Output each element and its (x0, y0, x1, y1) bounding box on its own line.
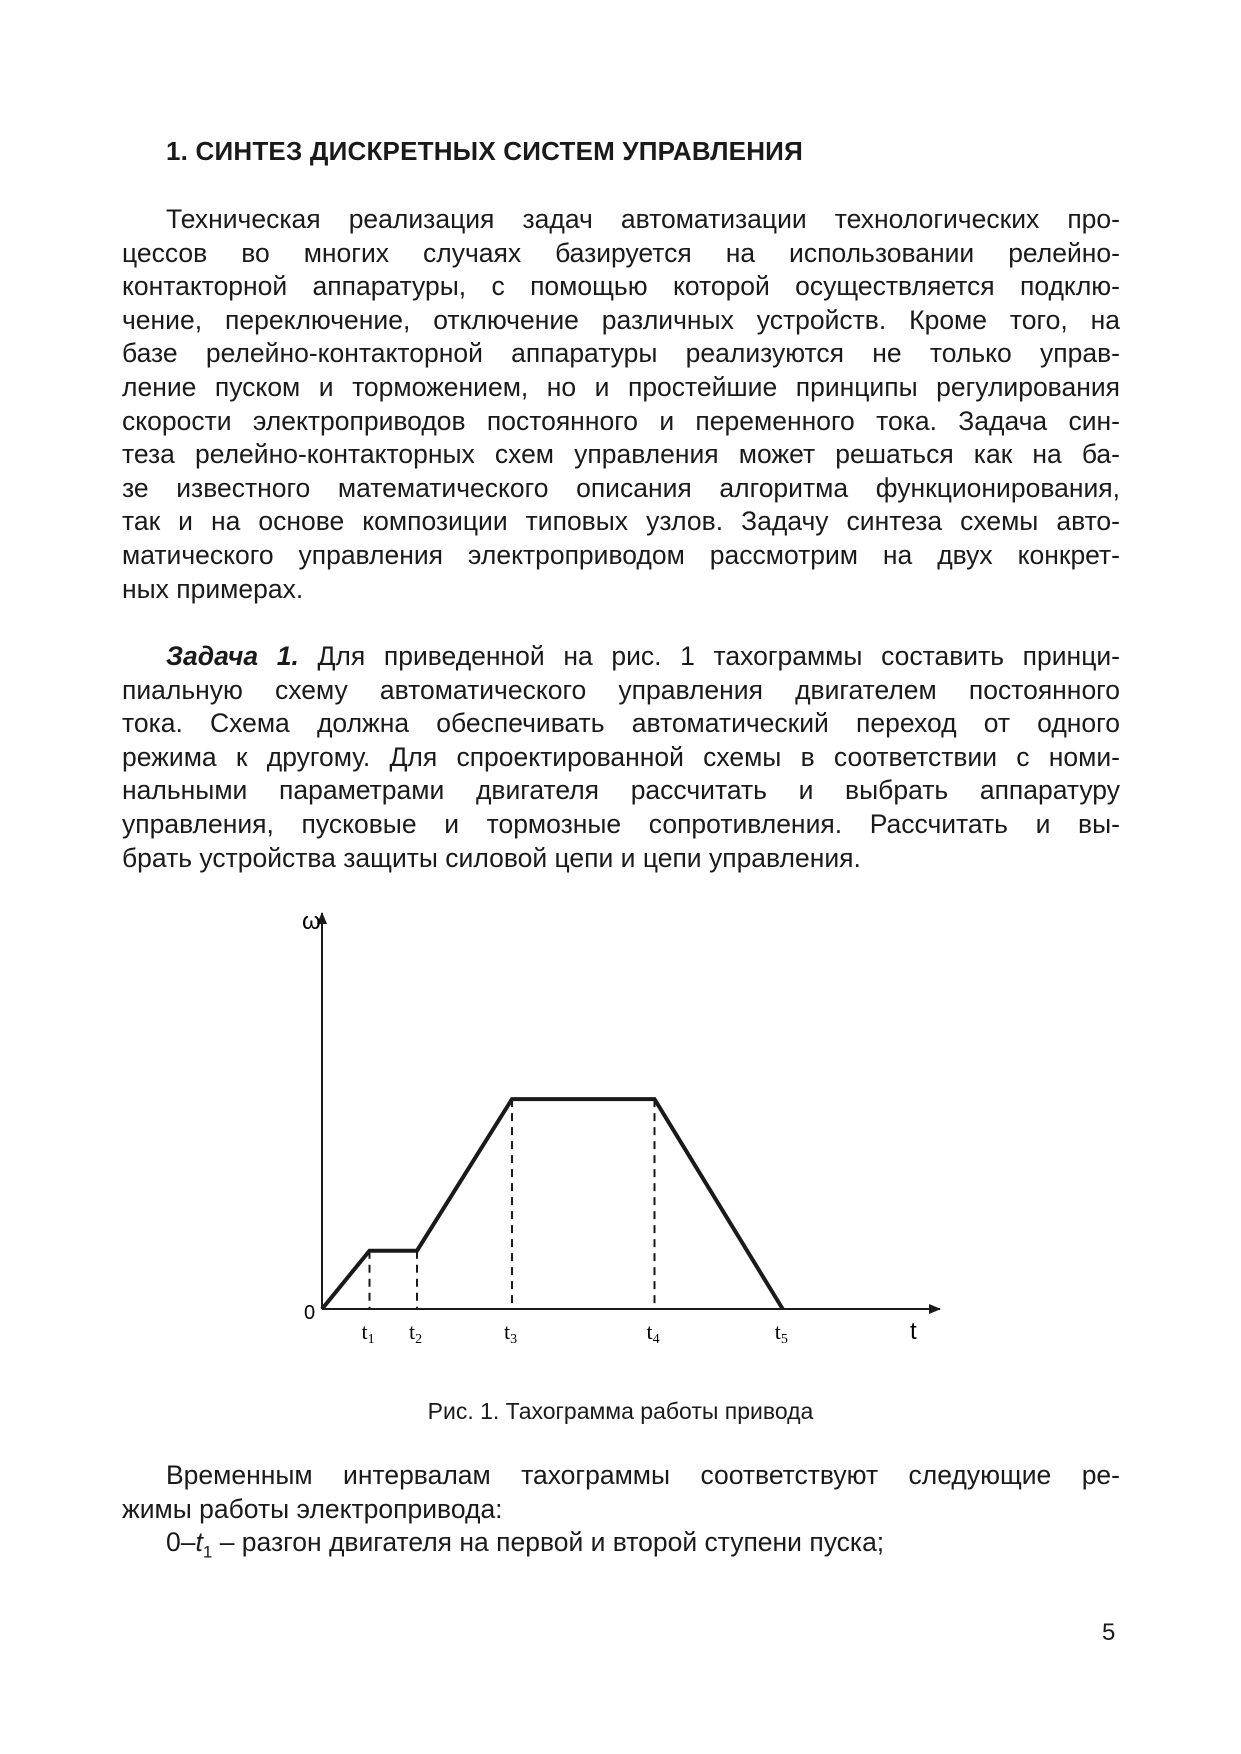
text-line: ление пуском и торможением, но и простейшие принципы регулирования (122, 371, 1120, 402)
tick-label-t3: t3 (504, 1319, 518, 1347)
text-line: пиальную схему автоматического управления двигателем постоянного (122, 674, 1120, 705)
tachogram-chart (300, 905, 960, 1347)
intervals-paragraph (122, 1459, 1120, 1526)
task-label: Задача 1. (166, 641, 299, 671)
origin-label: 0 (304, 1302, 316, 1324)
tick-label-t5: t5 (774, 1319, 788, 1347)
text-line: цессов во многих случаях базируется на использовании релейно- (122, 237, 1120, 268)
figure-caption: Рис. 1. Тахограмма работы привода (427, 1398, 814, 1424)
y-axis-label: ω (302, 908, 321, 935)
text-line: зе известного математического описания алгоритма функционирования, (122, 472, 1120, 503)
tachogram-figure (300, 905, 960, 1347)
speed-curve (322, 1099, 783, 1309)
text-line: Временным интервалам тахограммы соответствуют следующие ре- (166, 1460, 1120, 1490)
tick-label-t1: t1 (361, 1319, 375, 1347)
text-line: базе релейно-контакторной аппаратуры реализуются не только управ- (122, 338, 1120, 369)
text-line: режима к другому. Для спроектированной схемы в соответствии с номи- (122, 741, 1120, 772)
text-line: чение, переключение, отключение различных устройств. Кроме того, на (122, 304, 1120, 335)
text-line: контакторной аппаратуры, с помощью которой осуществляется подклю- (122, 271, 1120, 302)
text-line: теза релейно-контакторных схем управления может решаться как на ба- (122, 439, 1120, 470)
text-line: так и на основе композиции типовых узлов. Задачу синтеза схемы авто- (122, 506, 1120, 537)
list-item-interval-0-t1 (166, 1527, 884, 1562)
tick-label-t4: t4 (646, 1319, 660, 1347)
task-first-line (122, 640, 1120, 674)
text-line: матического управления электроприводом рассмотрим на двух конкрет- (122, 539, 1120, 570)
task-paragraph (122, 640, 1120, 875)
task-first-line-text: Для приведенной на рис. 1 тахограммы составить принци- (317, 641, 1120, 671)
intro-paragraph (122, 203, 1120, 606)
tick-label-t2: t2 (409, 1319, 423, 1347)
x-axis-label: t (910, 1318, 917, 1345)
interval-start: 0– (166, 1527, 196, 1557)
interval-var: t (195, 1527, 203, 1557)
text-line: тока. Схема должна обеспечивать автоматический переход от одного (122, 708, 1120, 739)
text-line: нальными параметрами двигателя рассчитать и выбрать аппаратуру (122, 775, 1120, 806)
text-line: ных примерах. (122, 573, 304, 604)
text-line: жимы работы электропривода: (122, 1493, 503, 1524)
page-number: 5 (1102, 1619, 1116, 1646)
interval-sub: 1 (202, 1542, 213, 1562)
section-heading: 1. СИНТЕЗ ДИСКРЕТНЫХ СИСТЕМ УПРАВЛЕНИЯ (166, 136, 803, 166)
text-line: брать устройства защиты силовой цепи и цепи управления. (122, 842, 861, 873)
text-line: Техническая реализация задач автоматизации технологических про- (166, 204, 1120, 234)
text-line: скорости электроприводов постоянного и переменного тока. Задача син- (122, 405, 1120, 436)
text-line: управления, пусковые и тормозные сопротивления. Рассчитать и вы- (122, 808, 1120, 839)
interval-text: – разгон двигателя на первой и второй ступени пуска; (212, 1527, 885, 1557)
